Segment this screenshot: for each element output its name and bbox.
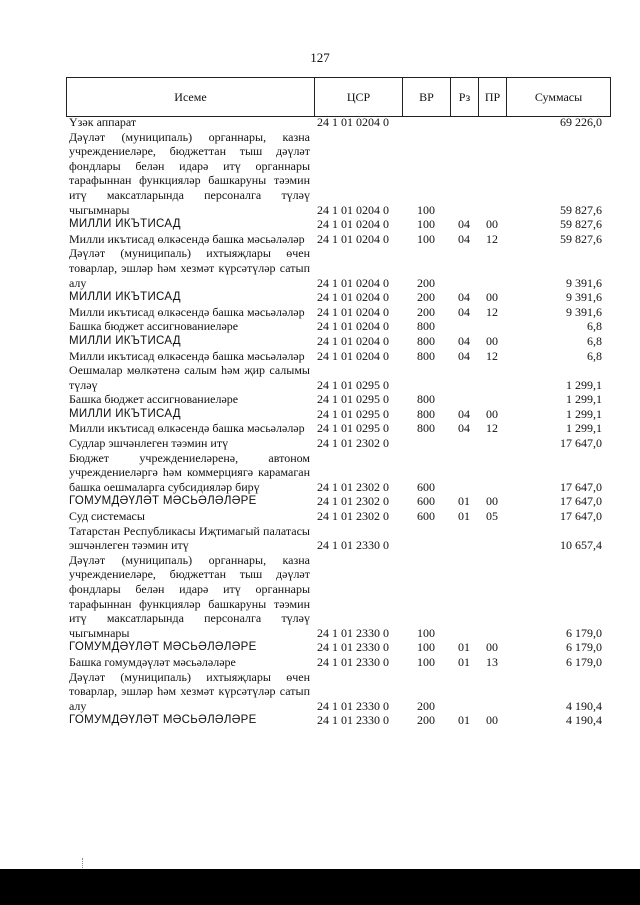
row-csr: 24 1 01 2302 0 [317,509,389,524]
row-sum: 6,8 [587,333,602,348]
row-vr: 100 [417,640,435,655]
row-sum: 4 190,4 [566,713,602,728]
row-csr: 24 1 01 0295 0 [317,377,389,392]
row-rz [450,392,478,407]
row-sum: 9 391,6 [566,304,602,319]
col-header-pr: ПР [479,78,507,117]
row-vr: 100 [417,625,435,640]
row-name: Башка гомумдәүләт мәсьәләләре [69,654,236,669]
row-name: Үзәк аппарат [69,115,137,129]
row-csr: 24 1 01 0204 0 [317,304,389,319]
row-rz [450,451,478,495]
table-row [66,334,610,349]
row-csr: 24 1 01 2330 0 [317,640,389,655]
row-vr: 200 [417,713,435,728]
table-row [66,246,610,290]
row-pr [478,451,506,495]
row-rz: 01 [458,640,470,655]
table-row [66,290,610,305]
row-sum: 1 299,1 [566,421,602,436]
row-rz: 01 [458,494,470,509]
page-number: 127 [310,50,330,65]
row-rz [450,319,478,334]
row-rz: 01 [458,509,470,524]
row-rz: 04 [458,406,470,421]
row-name: МИЛЛИ ИКЪТИСАД [69,334,181,347]
row-csr: 24 1 01 2330 0 [317,654,389,669]
col-header-name: Исеме [67,78,315,117]
row-vr: 200 [417,698,435,713]
col-header-rz: Рз [451,78,479,117]
row-csr: 24 1 01 2330 0 [317,625,389,640]
row-vr: 800 [417,392,435,407]
table-row [66,407,610,422]
row-rz: 01 [458,654,470,669]
row-csr: 24 1 01 0295 0 [317,406,389,421]
row-vr: 800 [417,319,435,334]
row-rz: 04 [458,348,470,363]
row-pr [478,524,506,553]
scan-mark [82,858,84,868]
row-pr: 12 [486,421,498,436]
row-vr [402,115,450,130]
table-row [66,494,610,509]
row-name: Судлар эшчәнлеген тәэмин итү [69,436,229,451]
row-pr [478,130,506,218]
table-row [66,451,610,495]
table-row [66,670,610,714]
row-name: МИЛЛИ ИКЪТИСАД [69,218,181,231]
row-pr: 12 [486,348,498,363]
row-csr: 24 1 01 0295 0 [317,392,389,407]
row-vr: 200 [417,275,435,290]
row-sum: 9 391,6 [566,290,602,305]
row-name: Дәүләт (муниципаль) ихтыяҗлары өчен товарлар, эшләр һәм хезмәт күрсәтүләр сатып алу [69,246,310,290]
row-vr [402,363,450,392]
row-name: Татарстан Республикасы Иҗтимагый палатасы эшчәнлеген тәэмин итү [69,523,310,553]
table-row [66,305,610,320]
row-sum: 6 179,0 [566,654,602,669]
row-pr: 00 [486,494,498,509]
row-csr: 24 1 01 0204 0 [317,115,389,129]
row-csr: 24 1 01 0204 0 [317,231,389,246]
table-row [66,640,610,655]
row-vr: 800 [417,421,435,436]
row-vr: 100 [417,231,435,246]
row-sum: 6 179,0 [566,640,602,655]
row-sum: 9 391,6 [566,275,602,290]
table-row [66,553,610,641]
row-pr: 00 [486,640,498,655]
row-vr [402,436,450,451]
row-pr [478,553,506,641]
row-sum: 10 657,4 [560,538,602,553]
row-name: ГОМУМДӘҮЛӘТ МӘСЬӘЛӘЛӘРЕ [69,714,257,727]
row-name: Милли икътисад өлкәсендә башка мәсьәләләр [69,231,305,246]
row-pr: 13 [486,654,498,669]
row-name: МИЛЛИ ИКЪТИСАД [69,291,181,304]
row-csr: 24 1 01 0204 0 [317,348,389,363]
table-row [66,713,610,728]
col-header-sum: Суммасы [507,78,611,117]
row-csr: 24 1 01 2330 0 [317,713,389,728]
row-vr [402,524,450,553]
row-rz [450,670,478,714]
row-vr: 100 [417,202,435,217]
row-name: Башка бюджет ассигнованиеләре [69,319,239,334]
row-vr: 800 [417,333,435,348]
row-vr: 200 [417,290,435,305]
table-row [66,115,610,130]
table-row [66,655,610,670]
row-rz: 04 [458,290,470,305]
row-vr: 600 [417,479,435,494]
row-name: Башка бюджет ассигнованиеләре [69,392,239,407]
row-sum: 17 647,0 [560,509,602,524]
row-csr: 24 1 01 2330 0 [317,538,389,553]
row-pr: 00 [486,290,498,305]
table-row [66,363,610,392]
row-rz: 04 [458,333,470,348]
row-sum: 17 647,0 [560,494,602,509]
row-name: Оешмалар мөлкәтенә салым һәм җир салымы түләү [69,363,310,392]
row-pr: 12 [486,231,498,246]
row-vr: 600 [417,509,435,524]
row-rz: 01 [458,713,470,728]
table-row [66,217,610,232]
table-row [66,392,610,407]
table-header [66,77,611,117]
row-pr: 00 [486,333,498,348]
row-rz: 04 [458,304,470,319]
row-csr: 24 1 01 2330 0 [317,698,389,713]
row-vr: 600 [417,494,435,509]
row-pr: 12 [486,304,498,319]
row-sum: 6 179,0 [566,625,602,640]
row-rz: 04 [458,217,470,232]
row-sum: 69 226,0 [560,115,602,129]
row-csr: 24 1 01 0204 0 [317,275,389,290]
row-rz [450,246,478,290]
table-row [66,509,610,524]
row-sum: 59 827,6 [560,217,602,232]
row-csr: 24 1 01 0204 0 [317,290,389,305]
row-sum: 6,8 [587,348,602,363]
row-csr: 24 1 01 2302 0 [317,479,389,494]
col-header-vr: ВР [403,78,451,117]
row-pr: 05 [486,509,498,524]
row-pr [478,115,506,130]
row-vr: 800 [417,406,435,421]
table-row [66,130,610,218]
row-pr [478,392,506,407]
row-sum: 59 827,6 [560,231,602,246]
row-sum: 1 299,1 [566,377,602,392]
row-name: ГОМУМДӘҮЛӘТ МӘСЬӘЛӘЛӘРЕ [69,641,257,654]
row-name: Милли икътисад өлкәсендә башка мәсьәләләр [69,304,305,319]
row-sum: 6,8 [587,319,602,334]
row-vr: 100 [417,217,435,232]
row-name: ГОМУМДӘҮЛӘТ МӘСЬӘЛӘЛӘРЕ [69,495,257,508]
table-row [66,436,610,451]
row-pr: 00 [486,217,498,232]
row-name: МИЛЛИ ИКЪТИСАД [69,407,181,420]
row-name: Милли икътисад өлкәсендә башка мәсьәләләр [69,348,305,363]
table-row [66,349,610,364]
row-sum: 59 827,6 [560,202,602,217]
row-name: Дәүләт (муниципаль) ихтыяҗлары өчен товарлар, эшләр һәм хезмәт күрсәтүләр сатып алу [69,669,310,713]
row-name: Дәүләт (муниципаль) органнары, казна учреждениеләре, бюджеттан тыш дәүләт фондлары белән идарә итү органнары тарафыннан функцияләр башкаруны тәэмин итү максатларында персоналга түләү чыгымнары [69,129,310,217]
row-vr: 800 [417,348,435,363]
table-row [66,319,610,334]
row-csr: 24 1 01 0204 0 [317,202,389,217]
row-sum: 17 647,0 [560,436,602,451]
row-vr: 200 [417,304,435,319]
scan-bottom-edge [0,869,640,905]
row-pr: 00 [486,406,498,421]
table-row [66,524,610,553]
row-pr: 00 [486,713,498,728]
row-rz: 04 [458,231,470,246]
row-rz [450,115,478,130]
row-rz: 04 [458,421,470,436]
row-csr: 24 1 01 0204 0 [317,217,389,232]
row-sum: 4 190,4 [566,698,602,713]
row-name: Бюджет учреждениеләренә, автоном учреждениеләргә һәм коммерциягә карамаган башка оешмаларга субсидияләр бирү [69,450,310,494]
row-csr: 24 1 01 2302 0 [317,436,389,451]
table-row [66,232,610,247]
budget-table [66,115,610,728]
row-pr [478,246,506,290]
row-pr [478,363,506,392]
row-pr [478,436,506,451]
row-rz [450,130,478,218]
row-csr: 24 1 01 2302 0 [317,494,389,509]
row-csr: 24 1 01 0204 0 [317,319,389,334]
row-rz [450,524,478,553]
col-header-csr: ЦСР [315,78,403,117]
row-rz [450,436,478,451]
row-sum: 1 299,1 [566,392,602,407]
row-rz [450,363,478,392]
row-sum: 1 299,1 [566,406,602,421]
row-name: Дәүләт (муниципаль) органнары, казна учреждениеләре, бюджеттан тыш дәүләт фондлары белән идарә итү органнары тарафыннан функцияләр башкаруны тәэмин итү максатларында персоналга түләү чыгымнары [69,552,310,640]
table-row [66,421,610,436]
row-csr: 24 1 01 0204 0 [317,333,389,348]
row-name: Суд системасы [69,509,145,524]
row-rz [450,553,478,641]
row-name: Милли икътисад өлкәсендә башка мәсьәләләр [69,421,305,436]
row-pr [478,319,506,334]
row-pr [478,670,506,714]
row-csr: 24 1 01 0295 0 [317,421,389,436]
row-sum: 17 647,0 [560,479,602,494]
row-vr: 100 [417,654,435,669]
